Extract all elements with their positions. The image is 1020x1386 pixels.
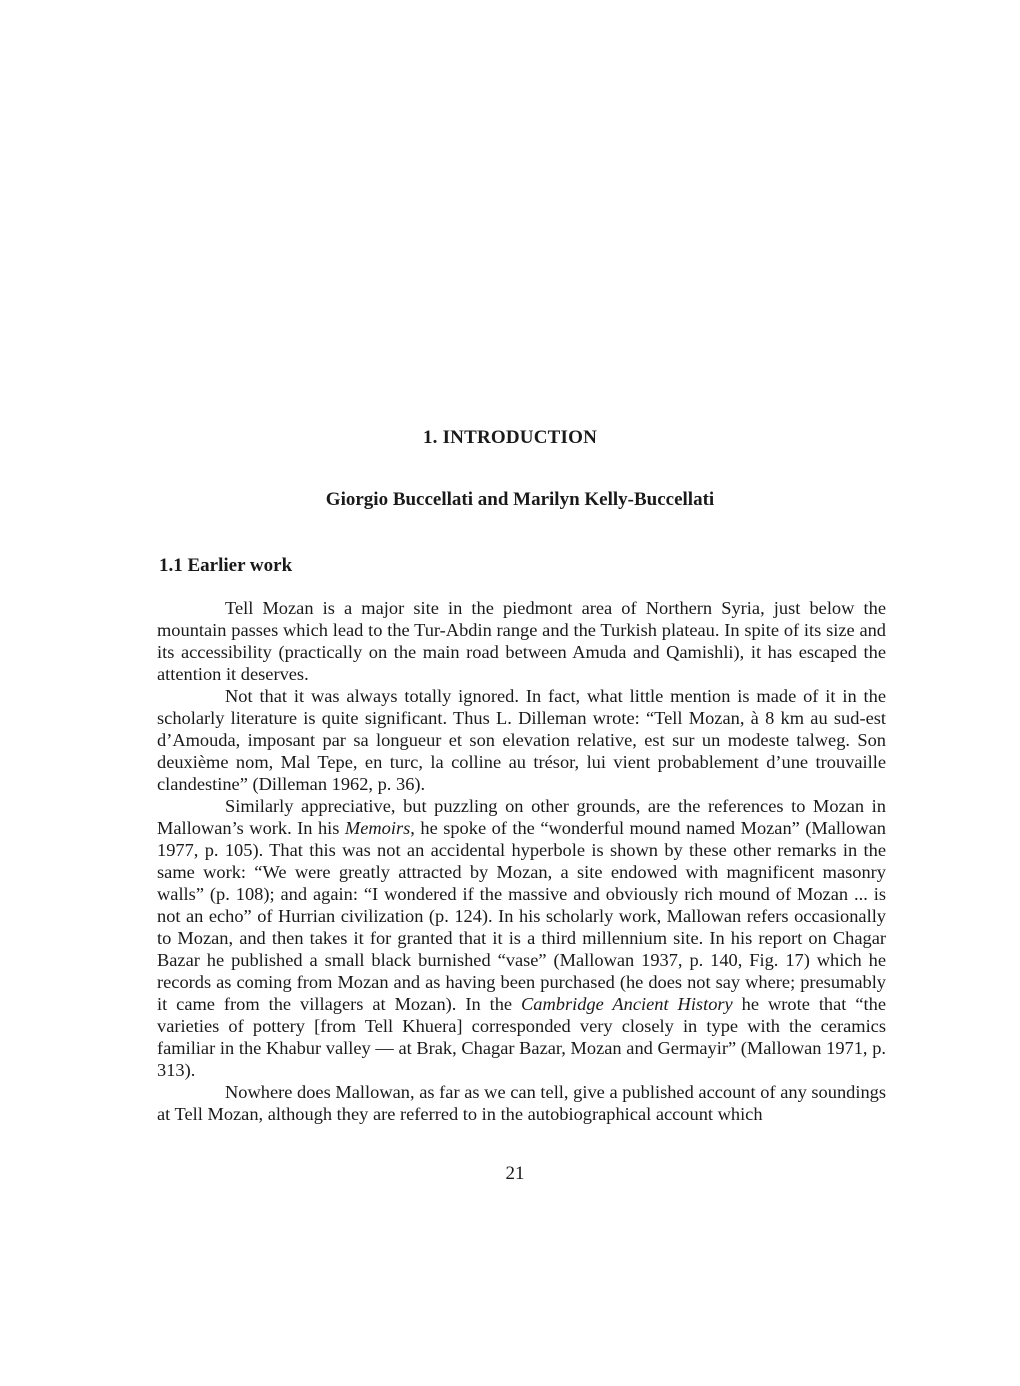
paragraph-segment: Not that it was always totally ignored. In fact, what little mention is made of it in the scholarly literature is quite significant. Thus L. Dilleman wrote: “Tell Mozan, à 8 km au sud-est d’Amouda, imposant par sa longueur et son elevation relative, est sur un modeste talweg. Son deuxième nom, Mal Tepe, en turc, la colline au trésor, lui vient probablement d’une trouvaille clandestine” (Dilleman 1962, p. 36). — [157, 686, 886, 794]
chapter-authors: Giorgio Buccellati and Marilyn Kelly-Buccellati — [325, 489, 715, 510]
paragraph-3 — [157, 795, 886, 1081]
paragraph-segment: , he spoke of the “wonderful mound named Mozan” (Mallowan 1977, p. 105). That this was not an accidental hyperbole is shown by these other remarks in the same work: “We were greatly attracted by Mozan, a site endowed with magnificent masonry walls” (p. 108); and again: “I wondered if the massive and obviously rich mound of Mozan ... is not an echo” of Hurrian civilization (p. 124). In his scholarly work, Mallowan refers occasionally to Mozan, and then takes it for granted that it is a third millennium site. In his report on Chagar Bazar he published a small black burnished “vase” (Mallowan 1937, p. 140, Fig. 17) which he records as coming from Mozan and as having been purchased (he does not say where; presumably it came from the villagers at Mozan). In the — [157, 818, 886, 1014]
chapter-title: 1. INTRODUCTION — [422, 427, 598, 448]
body-text — [157, 597, 886, 1125]
paragraph-segment: he wrote that “the varieties of pottery [from Tell Khuera] corresponded very closely in type with the ceramics familiar in the Khabur valley — at Brak, Chagar Bazar, Mozan and Germayir” (Mallowan 1971, p. 313). — [157, 994, 886, 1080]
book-title-cambridge-ancient-history: Cambridge Ancient History — [521, 994, 733, 1014]
paragraph-segment: Similarly appreciative, but puzzling on other grounds, are the references to Mozan in Mallowan’s work. In his — [157, 796, 886, 838]
book-title-memoirs: Memoirs — [344, 818, 411, 838]
section-heading: 1.1 Earlier work — [159, 555, 293, 576]
paragraph-segment: Tell Mozan is a major site in the piedmont area of Northern Syria, just below the mountain passes which lead to the Tur-Abdin range and the Turkish plateau. In spite of its size and its accessibility (practically on the main road between Amuda and Qamishli), it has escaped the attention it deserves. — [157, 598, 886, 684]
paragraph-2 — [157, 685, 886, 795]
paragraph-1 — [157, 597, 886, 685]
paragraph-4 — [157, 1081, 886, 1125]
paragraph-segment: Nowhere does Mallowan, as far as we can tell, give a published account of any soundings at Tell Mozan, although they are referred to in the autobiographical account which — [157, 1082, 886, 1124]
page-number: 21 — [505, 1163, 525, 1184]
